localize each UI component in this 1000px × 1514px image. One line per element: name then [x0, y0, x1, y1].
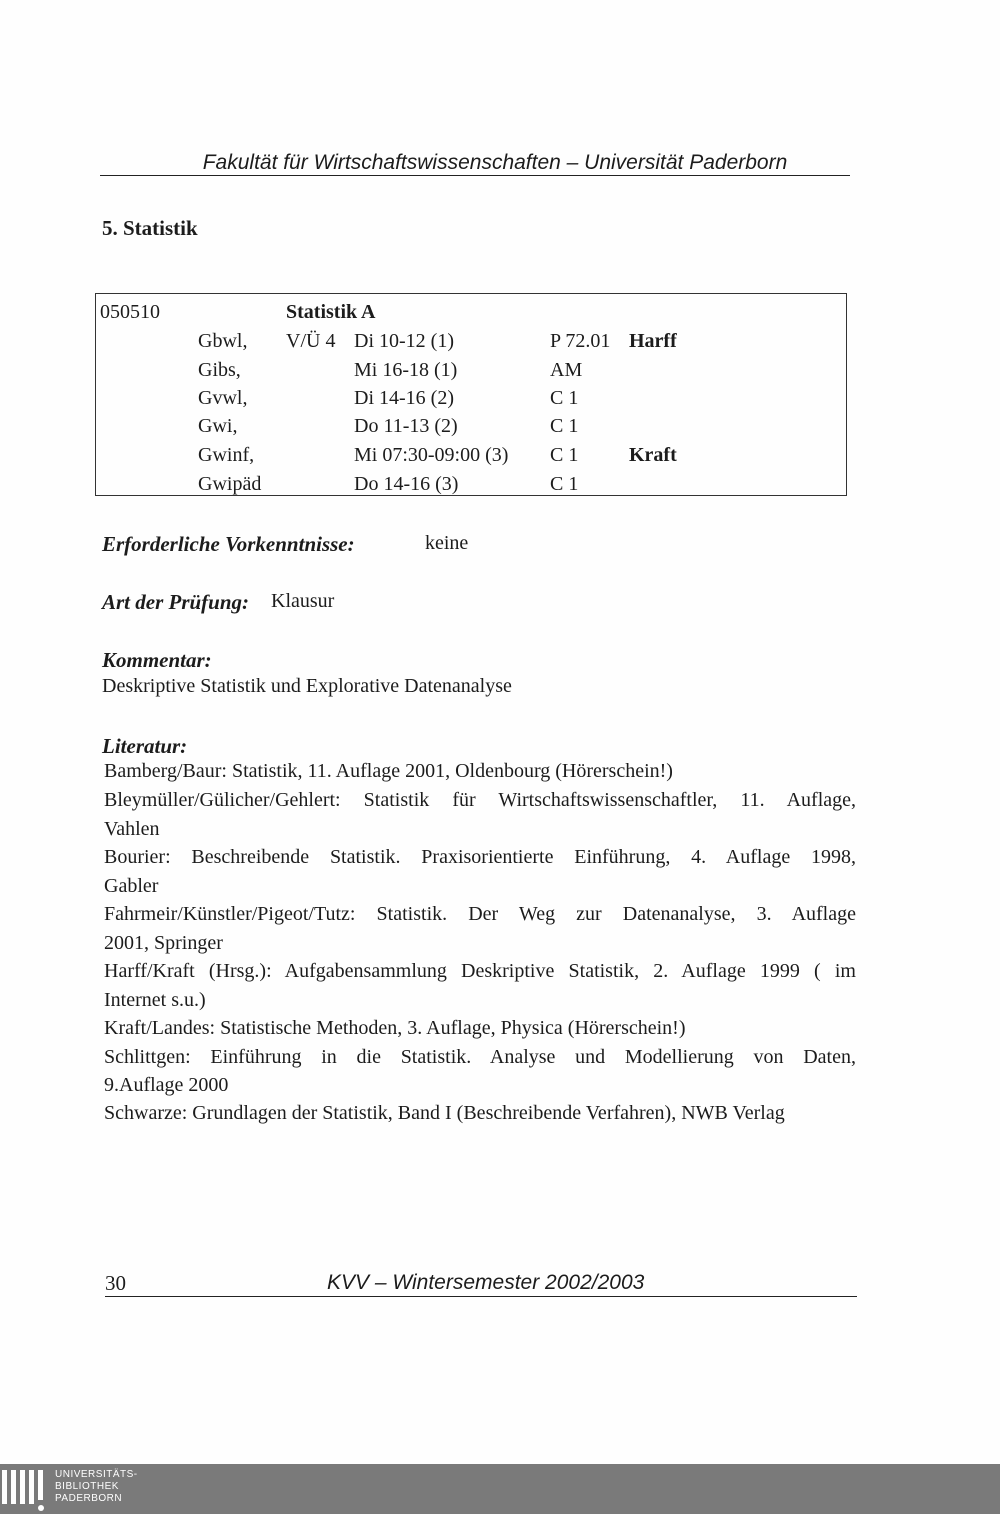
library-bar [0, 1464, 1000, 1514]
literature-entry: Internet s.u.) [104, 989, 206, 1011]
literature-entry: Bamberg/Baur: Statistik, 11. Auflage 2001, Oldenbourg (Hörerschein!) [104, 760, 673, 782]
course-group: Gwipäd [198, 473, 262, 495]
literature-entry: Vahlen [104, 818, 160, 840]
exam-value: Klausur [271, 590, 335, 612]
page-footer [105, 1270, 857, 1297]
course-type: V/Ü 4 [286, 330, 336, 352]
course-time: Do 14-16 (3) [354, 473, 459, 495]
exam-label: Art der Prüfung: [102, 590, 250, 614]
course-time: Di 10-12 (1) [354, 330, 454, 352]
literature-label: Literatur: [102, 734, 188, 758]
literature-entry: 9.Auflage 2000 [104, 1074, 229, 1096]
literature-entry: Schwarze: Grundlagen der Statistik, Band I (Beschreibende Verfahren), NWB Verlag [104, 1102, 785, 1124]
comment-value: Deskriptive Statistik und Explorative Datenanalyse [102, 675, 512, 697]
library-logo-icon [0, 1464, 52, 1514]
course-time: Do 11-13 (2) [354, 415, 458, 437]
literature-entry: Bourier: Beschreibende Statistik. Praxisorientierte Einführung, 4. Auflage 1998, [104, 846, 856, 868]
course-room: AM [550, 359, 583, 381]
literature-entry: Fahrmeir/Künstler/Pigeot/Tutz: Statistik. Der Weg zur Datenanalyse, 3. Auflage [104, 903, 856, 925]
course-group: Gwi, [198, 415, 238, 437]
course-number: 050510 [100, 301, 160, 323]
library-line: BIBLIOTHEK [55, 1481, 119, 1492]
course-time: Mi 16-18 (1) [354, 359, 458, 381]
library-line: UNIVERSITÄTS- [55, 1469, 138, 1480]
literature-entry: Harff/Kraft (Hrsg.): Aufgabensammlung Deskriptive Statistik, 2. Auflage 1999 ( im [104, 960, 856, 982]
section-title: 5. Statistik [102, 216, 198, 240]
course-group: Gvwl, [198, 387, 248, 409]
library-name [55, 1469, 138, 1505]
course-time: Di 14-16 (2) [354, 387, 454, 409]
page-number: 30 [105, 1271, 126, 1295]
prerequisites-value: keine [425, 532, 469, 554]
course-time: Mi 07:30-09:00 (3) [354, 444, 509, 466]
literature-entry: Kraft/Landes: Statistische Methoden, 3. Auflage, Physica (Hörerschein!) [104, 1017, 686, 1039]
course-group: Gibs, [198, 359, 241, 381]
course-room: C 1 [550, 473, 579, 495]
literature-entry: Schlittgen: Einführung in die Statistik. Analyse und Modellierung von Daten, [104, 1046, 856, 1068]
course-group: Gbwl, [198, 330, 248, 352]
course-lecturer: Harff [629, 330, 677, 352]
course-room: C 1 [550, 444, 579, 466]
course-lecturer: Kraft [629, 444, 677, 466]
course-title: Statistik A [286, 301, 376, 323]
header-title: Fakultät für Wirtschaftswissenschaften – Universität Paderborn [202, 151, 788, 174]
library-line: PADERBORN [55, 1493, 123, 1504]
course-table [95, 293, 847, 496]
page-header [100, 150, 850, 176]
course-room: C 1 [550, 415, 579, 437]
course-room: C 1 [550, 387, 579, 409]
footer-title: KVV – Wintersemester 2002/2003 [327, 1271, 645, 1294]
course-group: Gwinf, [198, 444, 255, 466]
course-room: P 72.01 [550, 330, 611, 352]
comment-label: Kommentar: [102, 648, 212, 672]
literature-entry: 2001, Springer [104, 932, 223, 954]
prerequisites-label: Erforderliche Vorkenntnisse: [102, 532, 355, 556]
literature-entry: Bleymüller/Gülicher/Gehlert: Statistik für Wirtschaftswissenschaftler, 11. Auflage, [104, 789, 856, 811]
literature-entry: Gabler [104, 875, 159, 897]
